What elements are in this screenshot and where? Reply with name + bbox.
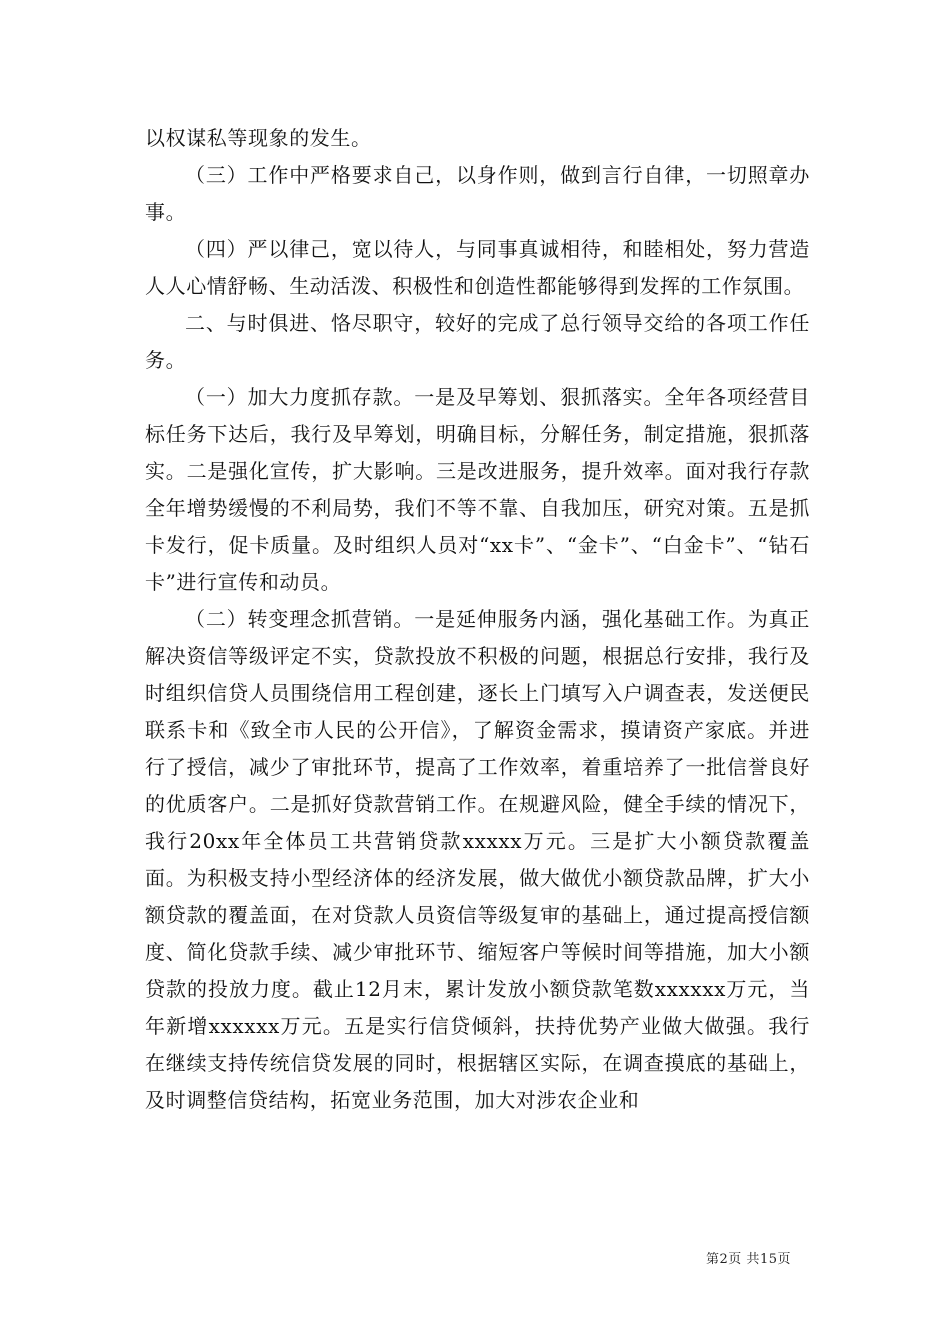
paragraph-3: （四）严以律己，宽以待人，与同事真诚相待，和睦相处，努力营造人人心情舒畅、生动活泼、积极性和创造性都能够得到发挥的工作氛围。	[145, 237, 810, 298]
footer-current-page: 2	[719, 1252, 729, 1267]
footer-suffix: 页	[777, 1252, 791, 1267]
footer-middle: 页 共	[728, 1252, 760, 1267]
page-number-label	[706, 1248, 791, 1267]
paragraph-5: （一）加大力度抓存款。一是及早筹划、狠抓落实。全年各项经营目标任务下达后，我行及早筹划，明确目标，分解任务，制定措施，狠抓落实。二是强化宣传，扩大影响。三是改进服务，提升效率。面对我行存款全年增势缓慢的不利局势，我们不等不靠、自我加压，研究对策。五是抓卡发行，促卡质量。及时组织人员对“xx卡”、“金卡”、“白金卡”、“钻石卡”进行宣传和动员。	[145, 385, 810, 594]
footer-total-pages: 15	[759, 1252, 778, 1267]
paragraph-1: 以权谋私等现象的发生。	[145, 126, 372, 150]
paragraph-4: 二、与时俱进、恪尽职守，较好的完成了总行领导交给的各项工作任务。	[145, 311, 810, 372]
paragraph-6: （二）转变理念抓营销。一是延伸服务内涵，强化基础工作。为真正解决资信等级评定不实，贷款投放不积极的问题，根据总行安排，我行及时组织信贷人员围绕信用工程创建，逐长上门填写入户调查表，发送便民联系卡和《致全市人民的公开信》，了解资金需求，摸请资产家底。并进行了授信，减少了审批环节，提高了工作效率，着重培养了一批信誉良好的优质客户。二是抓好贷款营销工作。在规避风险，健全手续的情况下，我行20xx年全体员工共营销贷款xxxxx万元。三是扩大小额贷款覆盖面。为积极支持小型经济体的经济发展，做大做优小额贷款品牌，扩大小额贷款的覆盖面，在对贷款人员资信等级复审的基础上，通过提高授信额度、简化贷款手续、减少审批环节、缩短客户等候时间等措施，加大小额贷款的投放力度。截止12月末，累计发放小额贷款笔数xxxxxx万元，当年新增xxxxxx万元。五是实行信贷倾斜，扶持优势产业做大做强。我行在继续支持传统信贷发展的同时，根据辖区实际，在调查摸底的基础上，及时调整信贷结构，拓宽业务范围，加大对涉农企业和	[145, 607, 810, 1112]
paragraph-2: （三）工作中严格要求自己，以身作则，做到言行自律，一切照章办事。	[145, 163, 810, 224]
footer-prefix: 第	[706, 1252, 720, 1267]
document-body	[145, 120, 810, 1119]
